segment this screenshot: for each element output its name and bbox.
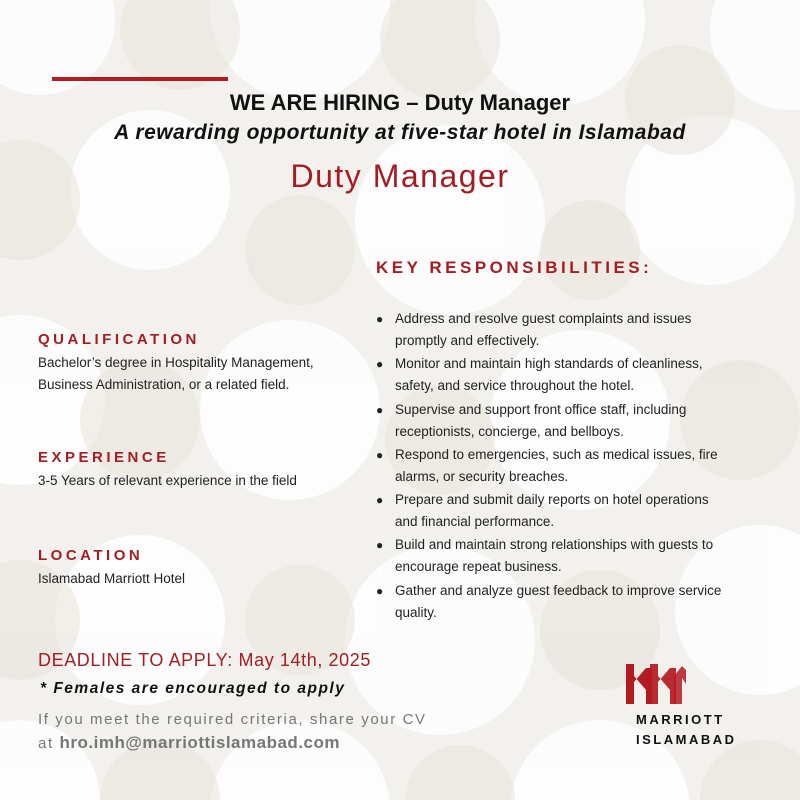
accent-bar (52, 77, 228, 81)
qualification-title: QUALIFICATION (38, 331, 200, 348)
tagline: A rewarding opportunity at five-star hotel in Islamabad (114, 121, 686, 144)
logo-text-islamabad: ISLAMABAD (636, 732, 737, 747)
hiring-heading: WE ARE HIRING – Duty Manager (229, 90, 571, 115)
cv-prefix: at (38, 735, 54, 752)
list-item-line: Prepare and submit daily reports on hotel operations (395, 492, 709, 508)
list-item (374, 580, 790, 624)
bullet-icon: ● (376, 493, 384, 508)
list-item-line: receptionists, concierge, and bellboys. (395, 423, 624, 439)
list-item-line: Monitor and maintain high standards of cleanliness, (395, 356, 703, 372)
list-item-line: and financial performance. (395, 514, 555, 530)
bullet-icon: ● (376, 538, 384, 553)
bullet-icon: ● (376, 583, 384, 598)
list-item-line: Supervise and support front office staff, including (395, 401, 687, 417)
list-item (374, 489, 790, 533)
responsibilities-list (374, 308, 790, 625)
location-text: Islamabad Marriott Hotel (38, 571, 186, 586)
list-item (374, 534, 790, 578)
list-item (374, 353, 790, 397)
list-item (374, 399, 790, 443)
list-item-line: quality. (395, 604, 437, 620)
bullet-icon: ● (376, 357, 384, 372)
bullet-icon: ● (376, 312, 384, 326)
position-title: Duty Manager (290, 158, 510, 194)
females-note: * Females are encouraged to apply (40, 680, 346, 697)
bullet-icon: ● (376, 402, 384, 417)
list-item-line: Gather and analyze guest feedback to improve service (395, 582, 722, 598)
cv-instruction: If you meet the required criteria, share your CV (38, 711, 427, 728)
bullet-icon: ● (376, 447, 384, 462)
qualification-text (38, 352, 314, 396)
email-link[interactable]: hro.imh@marriottislamabad.com (59, 733, 340, 752)
qualification-line: Business Administration, or a related field. (38, 377, 290, 392)
cv-email-line (38, 733, 340, 753)
experience-title: EXPERIENCE (38, 449, 170, 466)
list-item-line: alarms, or security breaches. (395, 468, 569, 484)
list-item-line: safety, and service throughout the hotel. (395, 378, 635, 394)
list-item-line: encourage repeat business. (395, 559, 562, 575)
marriott-m-logo-icon (624, 660, 688, 706)
list-item (374, 308, 790, 352)
responsibilities-title: KEY RESPONSIBILITIES: (376, 258, 653, 277)
location-title: LOCATION (38, 547, 144, 564)
list-item-line: Address and resolve guest complaints and issues (395, 311, 692, 326)
list-item-line: Build and maintain strong relationships with guests to (395, 537, 714, 553)
deadline-text: DEADLINE TO APPLY: May 14th, 2025 (38, 650, 371, 670)
experience-text: 3-5 Years of relevant experience in the field (38, 473, 297, 488)
list-item-line: Respond to emergencies, such as medical issues, fire (395, 446, 718, 462)
list-item (374, 444, 790, 488)
list-item-line: promptly and effectively. (395, 333, 540, 348)
logo-text-marriott: MARRIOTT (636, 712, 725, 727)
qualification-line: Bachelor’s degree in Hospitality Management, (38, 355, 314, 370)
